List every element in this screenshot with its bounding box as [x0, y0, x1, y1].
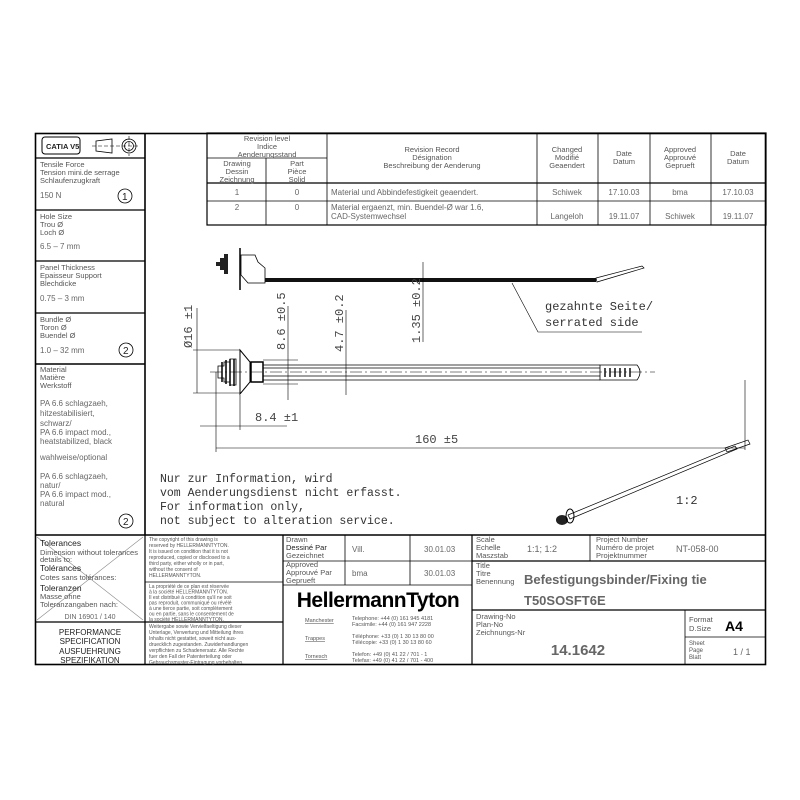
header-record: Revision Record	[404, 145, 460, 154]
header-date2: Date	[730, 149, 746, 158]
copyright-line: It is issued on condition that it is not	[149, 549, 228, 555]
material-description	[39, 399, 113, 508]
tolerances-label: Dimension without tolerances	[40, 548, 138, 557]
cell-date: 17.10.03	[608, 188, 640, 197]
copyright-line: verpflichten zu Schadenersatz. Alle Rechte	[149, 648, 245, 654]
serrated-side-label-en: serrated side	[545, 316, 639, 330]
project-label: Projektnummer	[596, 551, 647, 560]
tensile-label-fr: Tension mini.de serrage	[40, 168, 120, 177]
drawn-label: Dessiné Par	[286, 543, 327, 552]
cell-description: Material und Abbindefestigkeit geaendert.	[331, 188, 479, 197]
bundle-label-fr: Toron Ø	[40, 323, 67, 332]
copyright-line: la société HELLERMANNTYTON.	[149, 617, 224, 623]
copyright-line: HELLERMANNTYTON.	[149, 573, 202, 579]
header-changed: Modifié	[554, 153, 580, 162]
material-line: PA 6.6 schlagzaeh,	[40, 472, 108, 481]
copyright-line: The copyright of this drawing is	[149, 537, 218, 543]
material-label: Material	[40, 365, 67, 374]
performance-spec-label: SPECIFICATION	[59, 637, 121, 646]
hole-label: Hole Size	[40, 212, 73, 221]
tolerance-standard: DIN 16901 / 140	[64, 614, 116, 621]
material-line: natural	[40, 499, 65, 508]
sheet-value: 1 / 1	[733, 647, 751, 657]
copyright-line: La propriété de ce plan est réservée	[149, 584, 230, 590]
office-fax: Facsimile: +44 (0) 161 947 2228	[352, 622, 432, 628]
cell-part: 0	[294, 188, 300, 197]
panel-label-fr: Epaisseur Support	[40, 271, 102, 280]
approved-label: Approved	[286, 560, 319, 569]
tolerances-label: Toleranzangaben nach:	[40, 600, 118, 609]
tolerances-label: Tolérances	[40, 563, 82, 573]
header-record: Désignation	[412, 153, 452, 162]
material-label-fr: Matière	[40, 373, 66, 382]
copyright-line: reproduced, copied or disclosed to a	[149, 555, 230, 561]
cell-approved: bma	[672, 188, 688, 197]
tolerances-label: details to:	[40, 555, 73, 564]
note-line: not subject to alteration service.	[160, 515, 395, 528]
cell-date2: 17.10.03	[722, 188, 754, 197]
title-label: Titre	[476, 569, 491, 578]
cell-date2: 19.11.07	[722, 212, 754, 221]
copyright-line: fuer den Fall der Patenterteilung oder	[149, 654, 232, 660]
format-value: A4	[725, 618, 743, 634]
header-date: Date	[616, 149, 632, 158]
project-label: Project Number	[596, 535, 649, 544]
drawn-by: Vill.	[352, 545, 365, 554]
copyright-line: reserved by HELLERMANNTYTON.	[149, 543, 229, 549]
drawing-title: Befestigungsbinder/Fixing tie	[524, 572, 707, 587]
copyright-line: Gebrauchsmuster-Eintragung vorbehalten.	[149, 660, 244, 666]
hole-value: 6.5 – 7 mm	[40, 242, 81, 251]
drawing-number: 14.1642	[550, 642, 606, 659]
project-label: Numéro de projet	[596, 543, 654, 552]
title-label: Title	[476, 561, 490, 570]
hellermanntyton-logo: HellermannTyton	[296, 589, 460, 612]
office-city: Manchester	[305, 618, 334, 624]
cell-changed: Langeloh	[550, 212, 584, 221]
revision-row	[235, 188, 754, 197]
tolerances-label: Tolerances	[40, 538, 82, 548]
header-drawing: Drawing	[223, 159, 251, 168]
drawn-label: Drawn	[286, 535, 308, 544]
panel-value: 0.75 – 3 mm	[40, 294, 85, 303]
scale-label: Maszstab	[476, 551, 509, 560]
material-line: hitzestabilisiert,	[40, 409, 95, 418]
tensile-value: 150 N	[40, 191, 62, 200]
dimension-head-height: 8.6 ±0.5	[275, 292, 289, 350]
dimension-strap-width: 4.7 ±0.2	[333, 294, 347, 352]
header-revision-level: Indice	[256, 142, 278, 151]
sheet-label: Page	[689, 648, 704, 654]
office-city: Trappes	[305, 636, 325, 642]
material-line: PA 6.6 impact mod.,	[40, 490, 111, 499]
bundle-value: 1.0 – 32 mm	[40, 346, 85, 355]
project-number: NT-058-00	[676, 544, 719, 554]
dimension-head-length: 8.4 ±1	[255, 411, 299, 425]
material-line: heatstabilized, black	[40, 437, 113, 446]
cell-date: 19.11.07	[608, 212, 640, 221]
copyright-notice	[149, 537, 248, 666]
information-note	[160, 473, 402, 528]
material-line: wahlweise/optional	[40, 453, 108, 462]
header-revision-level: Aenderungsstand	[237, 150, 297, 159]
tolerances-label: Masse ohne	[40, 592, 81, 601]
tensile-label-de: Schlaufenzugkraft	[40, 176, 101, 185]
copyright-line: pas reproduit, communiqué ou révélé	[149, 600, 232, 607]
material-label-de: Werkstoff	[40, 381, 72, 390]
panel-label: Panel Thickness	[40, 263, 95, 272]
copyright-line: à la société HELLERMANNTYTON.	[149, 589, 229, 596]
header-drawing: Dessin	[225, 167, 249, 176]
tie-isometric-view	[556, 440, 750, 525]
performance-spec-label: AUSFUEHRUNG	[59, 647, 121, 656]
tolerances-label: Cotes sans tolérances:	[40, 573, 117, 582]
office-fax: Télécopie: +33 (0) 1 30 13 80 60	[352, 640, 432, 646]
material-line: natur/	[40, 481, 61, 490]
drawn-label: Gezeichnet	[286, 551, 324, 560]
office-contacts	[305, 616, 434, 664]
note-line: Nur zur Information, wird	[160, 473, 333, 486]
header-changed: Changed	[551, 145, 583, 154]
header-approved: Geprueft	[665, 161, 695, 170]
header-part: Part	[290, 159, 304, 168]
scale-label: Echelle	[476, 543, 501, 552]
cell-description: CAD-Systemwechsel	[331, 212, 407, 221]
cell-part: 0	[294, 203, 300, 212]
catia-label: CATIA V5	[46, 142, 80, 151]
cell-drawing: 1	[234, 188, 240, 197]
office-phone: Telephone: +44 (0) 161 945 4181	[352, 616, 434, 622]
drawn-date: 30.01.03	[424, 545, 456, 554]
material-line: PA 6.6 schlagzaeh,	[40, 399, 108, 408]
part-number: T50SOSFT6E	[524, 593, 606, 608]
view-scale-label: 1:2	[676, 494, 698, 508]
format-label: D.Size	[689, 624, 712, 633]
office-city: Tornesch	[305, 654, 328, 660]
scale-value: 1:1; 1:2	[527, 544, 558, 554]
header-approved: Approved	[663, 145, 697, 154]
office-phone: Téléphone: +33 (0) 1 30 13 80 00	[352, 634, 434, 640]
header-date2: Datum	[726, 157, 750, 166]
serrated-side-label: gezahnte Seite/	[545, 300, 654, 314]
drawing-no-label: Zeichnungs-Nr	[476, 628, 526, 637]
cell-changed: Schiwek	[552, 188, 582, 197]
copyright-line: Weitergabe sowie Vervielfaeltigung dieser	[149, 624, 242, 630]
dimension-diameter: Ø16 ±1	[182, 304, 196, 348]
approved-by: bma	[352, 569, 368, 578]
cell-drawing: 2	[234, 203, 240, 212]
dimension-total-length: 160 ±5	[415, 433, 459, 447]
header-date: Datum	[612, 157, 636, 166]
copyright-line: druecklich zugestanden. Zuwiderhandlungen	[149, 642, 249, 648]
copyright-line: Inhalts nicht gestattet, soweit nicht aus-	[149, 636, 237, 642]
cell-description: Material ergaenzt, min. Buendel-Ø war 1.6,	[331, 203, 484, 212]
material-line: schwarz/	[40, 419, 72, 428]
copyright-line: third party, either wholly or in part,	[149, 561, 224, 567]
revision-row	[235, 203, 754, 221]
copyright-line: ou en partie, sans le consentement de	[149, 611, 234, 618]
projection-symbol-icon	[92, 136, 140, 156]
hole-label-fr: Trou Ø	[40, 220, 64, 229]
note-ref-2: 2	[123, 346, 129, 357]
note-line: vom Aenderungsdienst nicht erfasst.	[160, 487, 402, 500]
revision-table	[207, 133, 766, 225]
bundle-label: Bundle Ø	[40, 315, 72, 324]
header-part: Pièce	[287, 167, 307, 176]
header-changed: Geaendert	[549, 161, 585, 170]
drawing-no-label: Drawing-No	[476, 612, 516, 621]
tolerances-label: Toleranzen	[40, 583, 82, 593]
tie-side-view	[210, 350, 655, 394]
approved-label: Geprueft	[286, 576, 316, 585]
cell-approved: Schiwek	[665, 212, 695, 221]
scale-label: Scale	[476, 535, 495, 544]
title-label: Benennung	[476, 577, 515, 586]
header-record: Beschreibung der Aenderung	[383, 161, 481, 170]
header-part: Solid	[288, 175, 306, 184]
header-drawing: Zeichnung	[219, 175, 255, 184]
note-ref-2: 2	[123, 517, 129, 528]
copyright-line: Unterlage, Verwertung und Mitteilung ihres	[149, 630, 244, 636]
title-block	[35, 535, 766, 666]
sheet-label: Blatt	[689, 655, 702, 661]
copyright-line: without the consent of	[149, 567, 198, 573]
copyright-line: Il est distribué à condition qu'il ne soit	[149, 595, 232, 601]
header-approved: Approuvé	[663, 153, 697, 162]
bundle-label-de: Buendel Ø	[40, 331, 76, 340]
header-revision-level: Revision level	[243, 134, 291, 143]
note-line: For information only,	[160, 501, 305, 514]
note-ref-1: 1	[122, 192, 128, 203]
drawing-no-label: Plan-No	[476, 620, 504, 629]
hole-label-de: Loch Ø	[40, 228, 65, 237]
sheet-label: Sheet	[689, 641, 705, 647]
left-panel	[35, 133, 145, 535]
format-label: Format	[689, 615, 713, 624]
tensile-label: Tensile Force	[40, 160, 85, 169]
approved-date: 30.01.03	[424, 569, 456, 578]
panel-label-de: Blechdicke	[40, 279, 77, 288]
performance-spec-label: PERFORMANCE	[58, 628, 122, 637]
approved-label: Approuvé Par	[286, 568, 332, 577]
dimension-strap-thickness: 1.35 ±0.2	[410, 278, 424, 343]
material-line: PA 6.6 impact mod.,	[40, 428, 111, 437]
office-fax: Telefax: +49 (0) 41 22 / 701 - 400	[352, 658, 434, 664]
office-phone: Telefon: +49 (0) 41 22 / 701 - 1	[352, 652, 428, 658]
copyright-line: à une tierce partie, soit complètement	[149, 606, 233, 612]
performance-spec-label: SPEZIFIKATION	[60, 656, 120, 665]
